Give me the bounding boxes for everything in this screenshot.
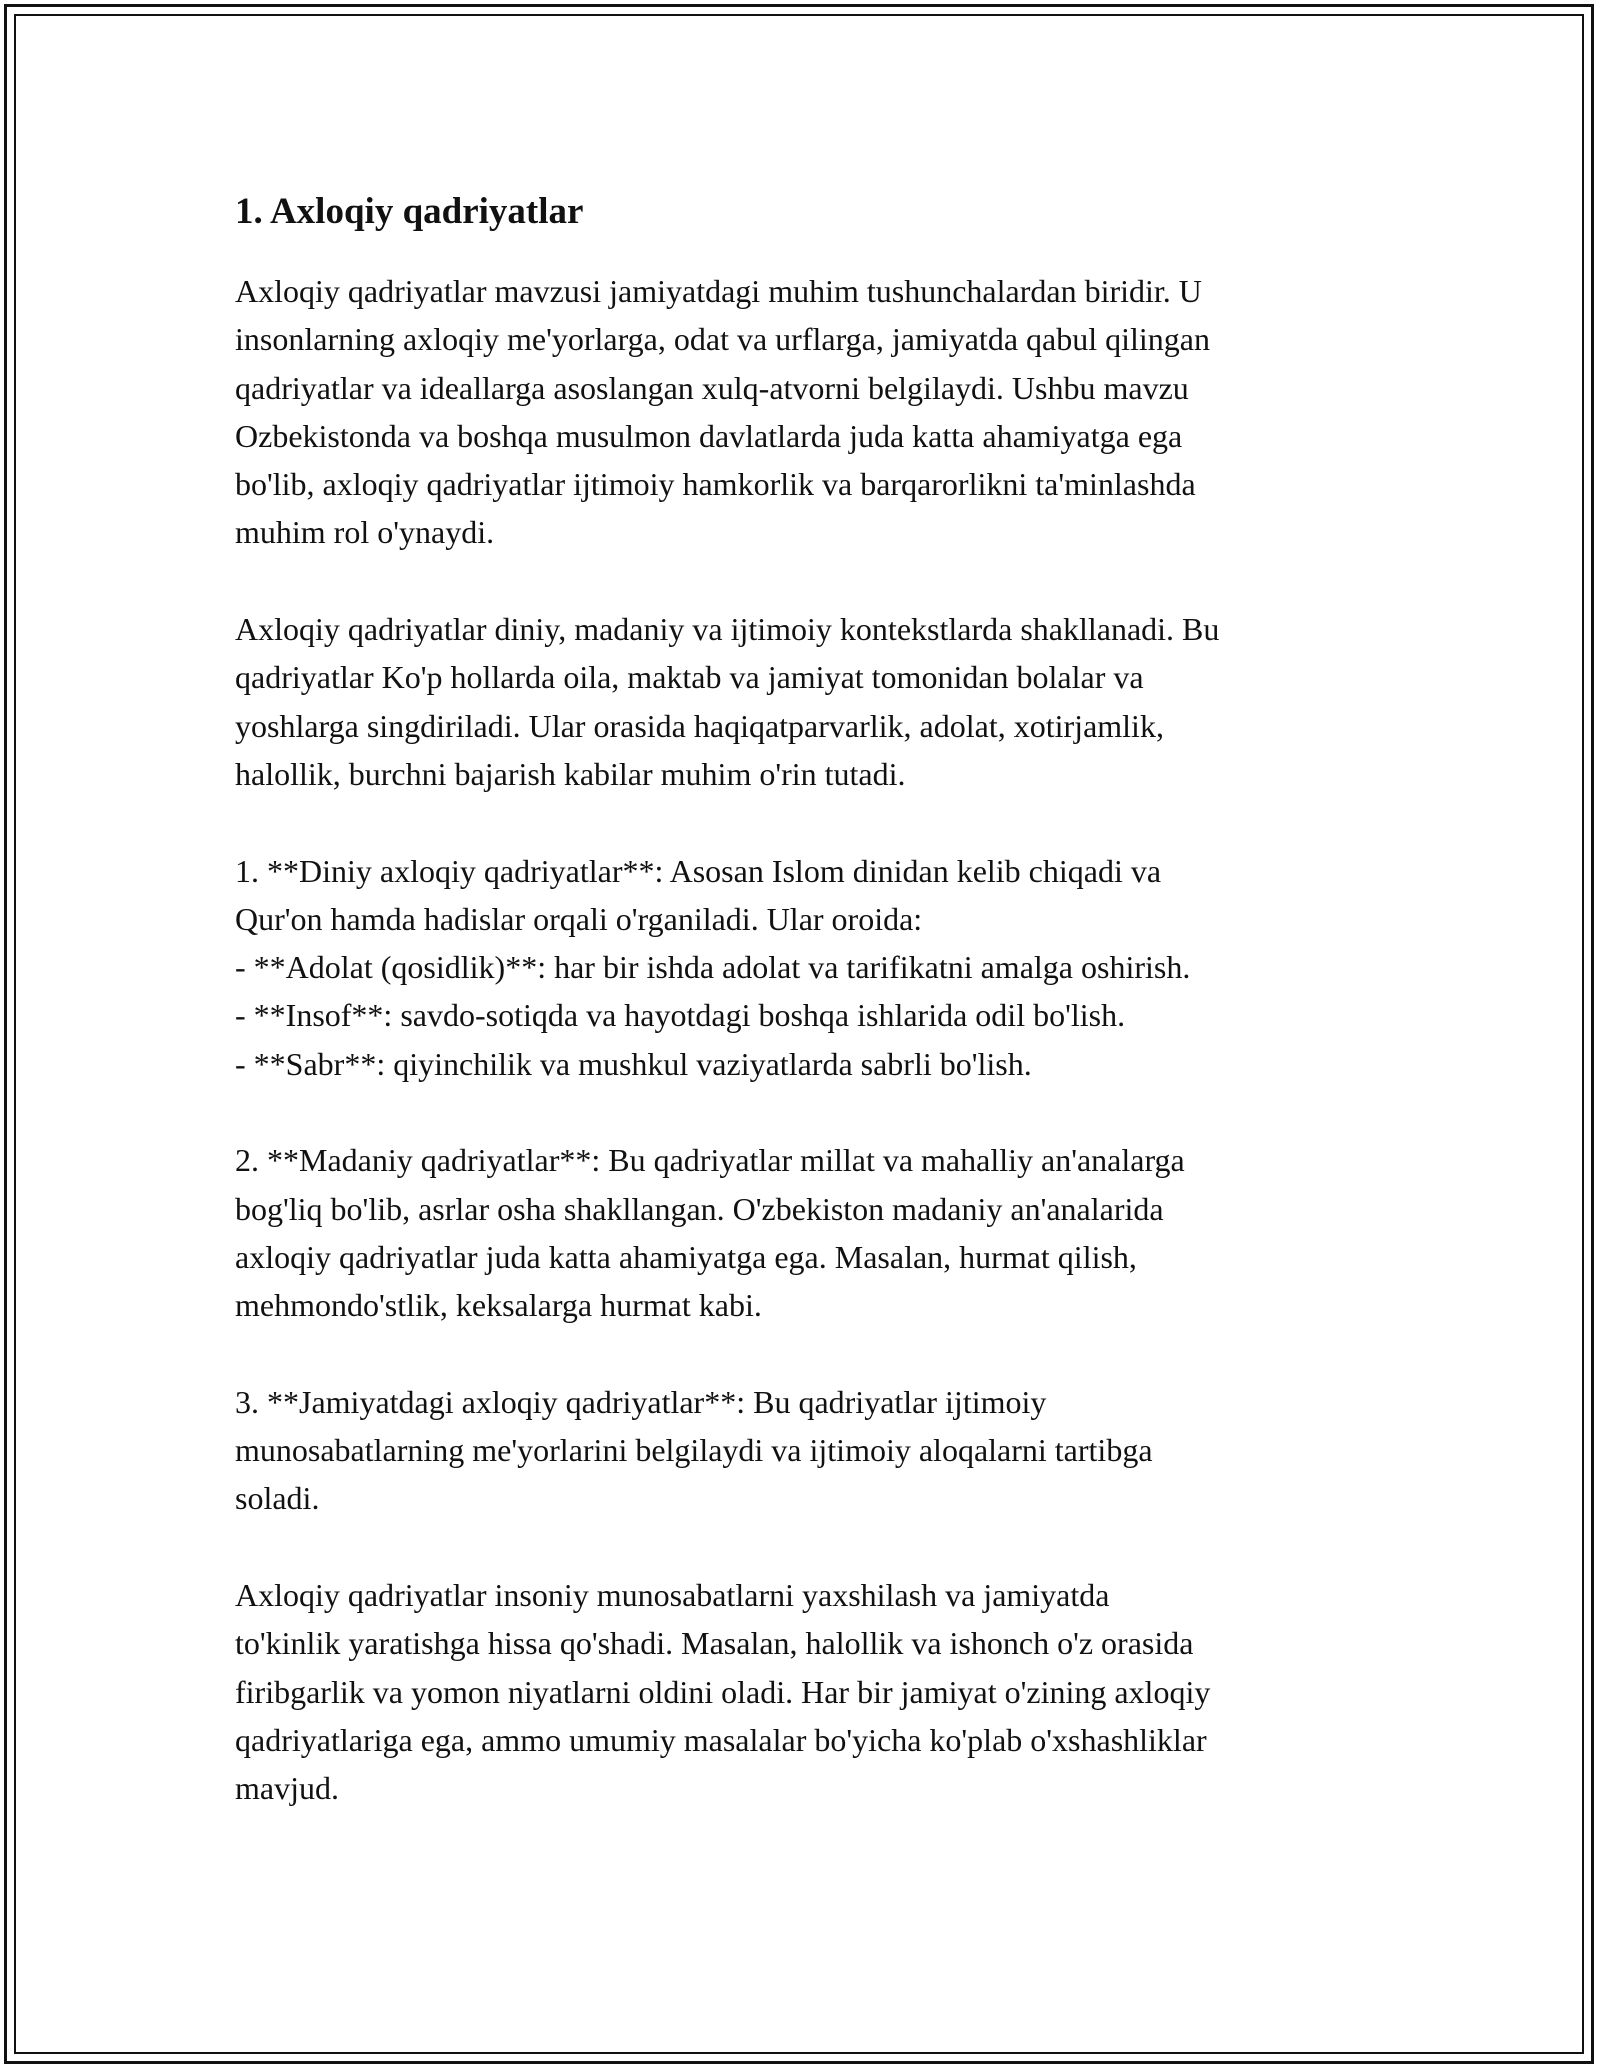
paragraph-conclusion: Axloqiy qadriyatlar insoniy munosabatlarni yaxshilash va jamiyatda to'kinlik yaratishga hissa qo'shadi. Masalan, halollik va ishonch o'z orasida firibgarlik va yomon niyatlarni oldini oladi. Har bir jamiyat o'zining axloqiy qadriyatlariga ega, ammo umumiy masalalar bo'yicha ko'plab o'xshashliklar mavjud.	[235, 1577, 1211, 1807]
paragraph-intro: Axloqiy qadriyatlar mavzusi jamiyatdagi muhim tushunchalardan biridir. U insonlarning axloqiy me'yorlarga, odat va urflarga, jamiyatda qabul qilingan qadriyatlar va ideallarga asoslangan xulq-atvorni belgilaydi. Ushbu mavzu Ozbekistonda va boshqa musulmon davlatlarda juda katta ahamiyatga ega bo'lib, axloqiy qadriyatlar ijtimoiy hamkorlik va barqarorlikni ta'minlashda muhim rol o'ynaydi.	[235, 273, 1210, 551]
document-heading: 1. Axloqiy qadriyatlar	[235, 191, 584, 232]
paragraph-context: Axloqiy qadriyatlar diniy, madaniy va ijtimoiy kontekstlarda shakllanadi. Bu qadriyatlar Ko'p hollarda oila, maktab va jamiyat tomonidan bolalar va yoshlarga singdiriladi. Ular orasida haqiqatparvarlik, adolat, xotirjamlik, halollik, burchni bajarish kabilar muhim o'rin tutadi.	[235, 611, 1220, 792]
paragraph-spacer	[235, 1088, 1385, 1136]
document-body	[235, 188, 1385, 1813]
list-item-cultural-values: 2. **Madaniy qadriyatlar**: Bu qadriyatlar millat va mahalliy an'analarga bog'liq bo'lib, asrlar osha shakllangan. O'zbekiston madaniy an'analarida axloqiy qadriyatlar juda katta ahamiyatga ega. Masalan, hurmat qilish, mehmondo'stlik, keksalarga hurmat kabi.	[235, 1142, 1185, 1324]
paragraph-spacer	[235, 1523, 1385, 1571]
list-item-religious-values: 1. **Diniy axloqiy qadriyatlar**: Asosan Islom dinidan kelib chiqadi va Qur'on hamda hadislar orqali o'rganiladi. Ular oroida: - **Adolat (qosidlik)**: har bir ishda adolat va tarifikatni amalga oshirish. - **Insof**: savdo-sotiqda va hayotdagi boshqa ishlarida odil bo'lish. - **Sabr**: qiyinchilik va mushkul vaziyatlarda sabrli bo'lish.	[235, 852, 1191, 1082]
paragraph-spacer	[235, 1330, 1385, 1378]
paragraph-spacer	[235, 798, 1385, 846]
list-item-social-values: 3. **Jamiyatdagi axloqiy qadriyatlar**: Bu qadriyatlar ijtimoiy munosabatlarning me'yorlarini belgilaydi va ijtimoiy aloqalarni tartibga soladi.	[235, 1383, 1153, 1517]
paragraph-spacer	[235, 557, 1385, 605]
